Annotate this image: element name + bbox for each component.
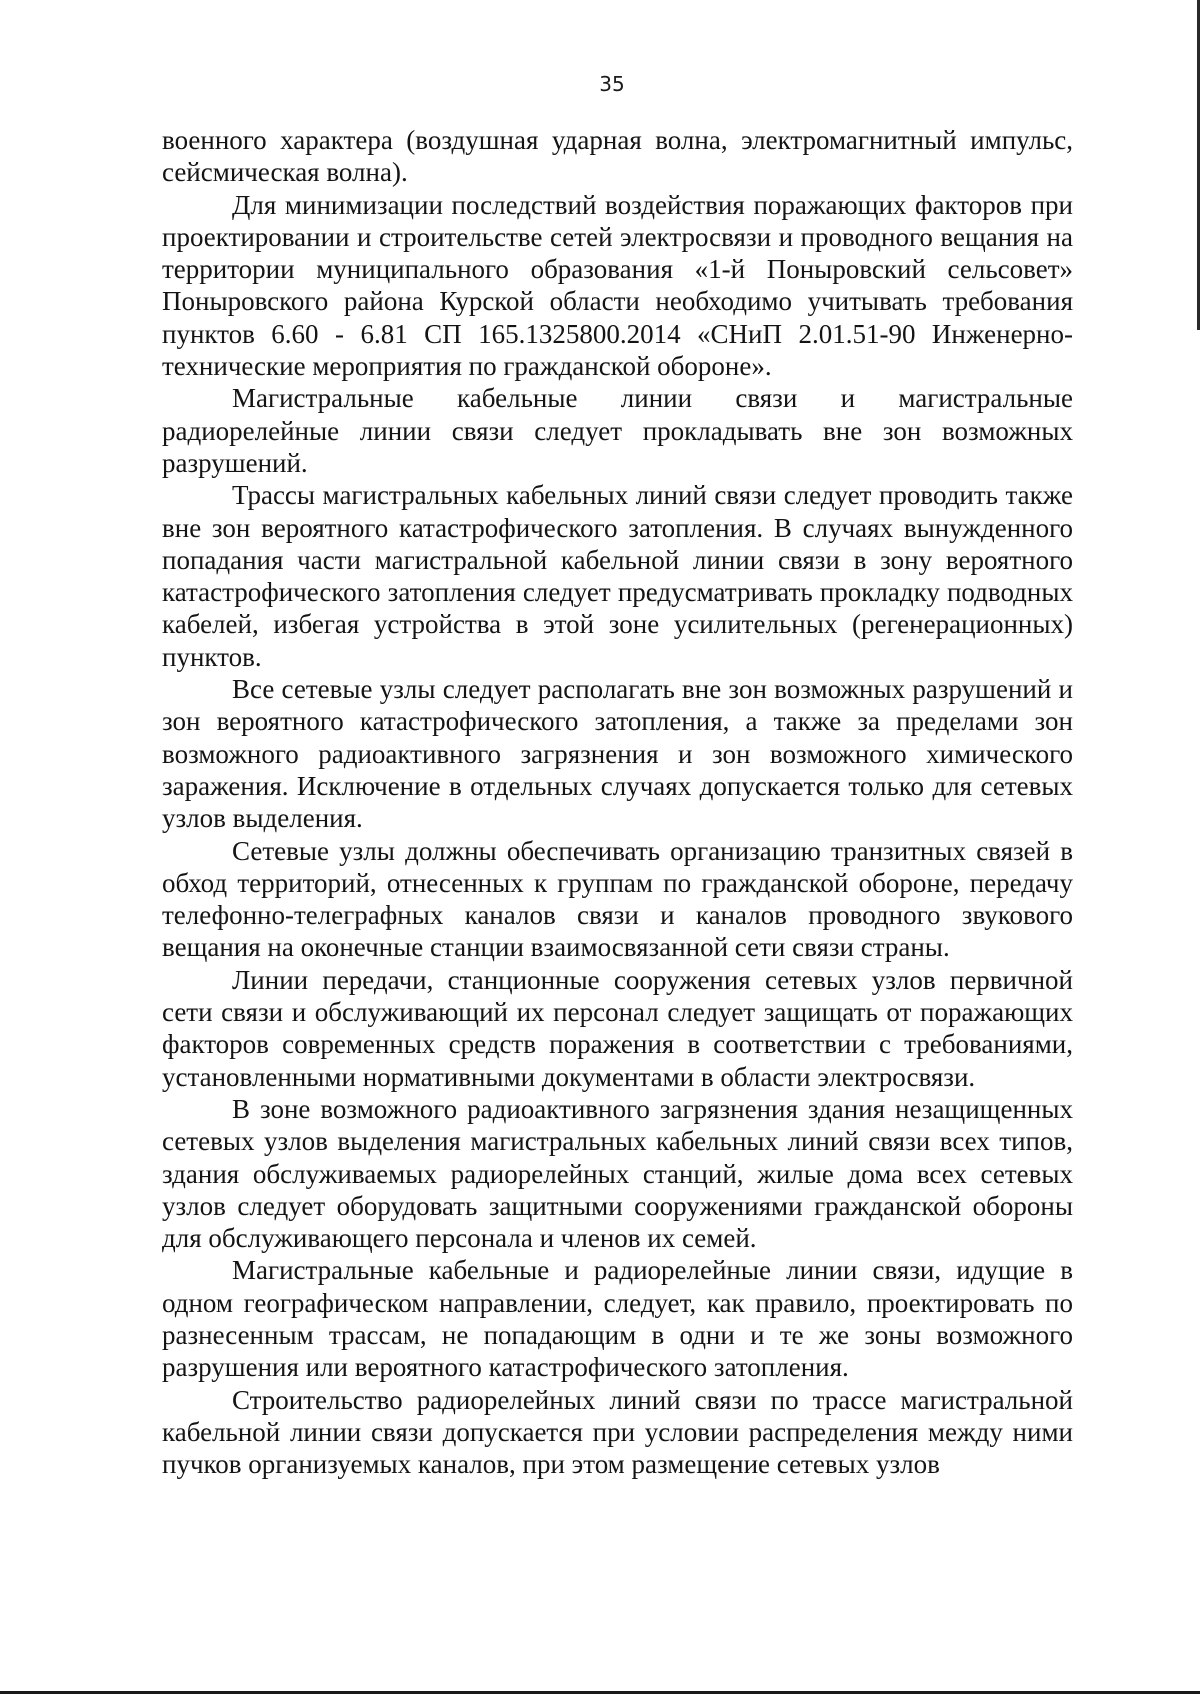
paragraph-1: военного характера (воздушная ударная волна, электромагнитный импульс, сейсмическая волна). <box>162 125 1073 188</box>
paragraph-9: Магистральные кабельные и радиорелейные линии связи, идущие в одном географическом направлении, следует, как правило, проектировать по разнесенным трассам, не попадающим в одни и те же зоны возможного разрушения или вероятного катастрофического затопления. <box>162 1255 1073 1383</box>
document-body <box>162 124 1073 1480</box>
paragraph-6: Сетевые узлы должны обеспечивать организацию транзитных связей в обход территорий, отнесенных к группам по гражданской обороне, передачу телефонно-телеграфных каналов связи и каналов проводного звукового вещания на оконечные станции взаимосвязанной сети связи страны. <box>162 835 1073 963</box>
paragraph-7: Линии передачи, станционные сооружения сетевых узлов первичной сети связи и обслуживающий их персонал следует защищать от поражающих факторов современных средств поражения в соответствии с требованиями, установленными нормативными документами в области электросвязи. <box>162 964 1073 1092</box>
paragraph-8: В зоне возможного радиоактивного загрязнения здания незащищенных сетевых узлов выделения магистральных кабельных линий связи всех типов, здания обслуживаемых радиорелейных станций, жилые дома всех сетевых узлов следует оборудовать защитными сооружениями гражданской обороны для обслуживающего персонала и членов их семей. <box>162 1093 1073 1254</box>
paragraph-3: Магистральные кабельные линии связи и магистральные радиорелейные линии связи следует прокладывать вне зон возможных разрушений. <box>162 383 1073 478</box>
paragraph-10: Строительство радиорелейных линий связи по трассе магистральной кабельной линии связи допускается при условии распределения между ними пучков организуемых каналов, при этом размещение сетевых узлов <box>162 1384 1073 1480</box>
paragraph-5: Все сетевые узлы следует располагать вне зон возможных разрушений и зон вероятного катастрофического затопления, а также за пределами зон возможного радиоактивного загрязнения и зон возможного химического заражения. Исключение в отдельных случаях допускается только для сетевых узлов выделения. <box>162 674 1073 834</box>
page-number: 35 <box>599 72 625 96</box>
paragraph-2: Для минимизации последствий воздействия поражающих факторов при проектировании и строительстве сетей электросвязи и проводного вещания на территории муниципального образования «1-й Поныровский сельсовет» Поныровского района Курской области необходимо учитывать требования пунктов 6.60 - 6.81 СП 165.1325800.2014 «СНиП 2.01.51-90 Инженерно-технические мероприятия по гражданской обороне». <box>162 189 1073 382</box>
paragraph-4: Трассы магистральных кабельных линий связи следует проводить также вне зон вероятного катастрофического затопления. В случаях вынужденного попадания части магистральной кабельной линии связи в зону вероятного катастрофического затопления следует предусматривать прокладку подводных кабелей, избегая устройства в этой зоне усилительных (регенерационных) пунктов. <box>162 480 1073 672</box>
